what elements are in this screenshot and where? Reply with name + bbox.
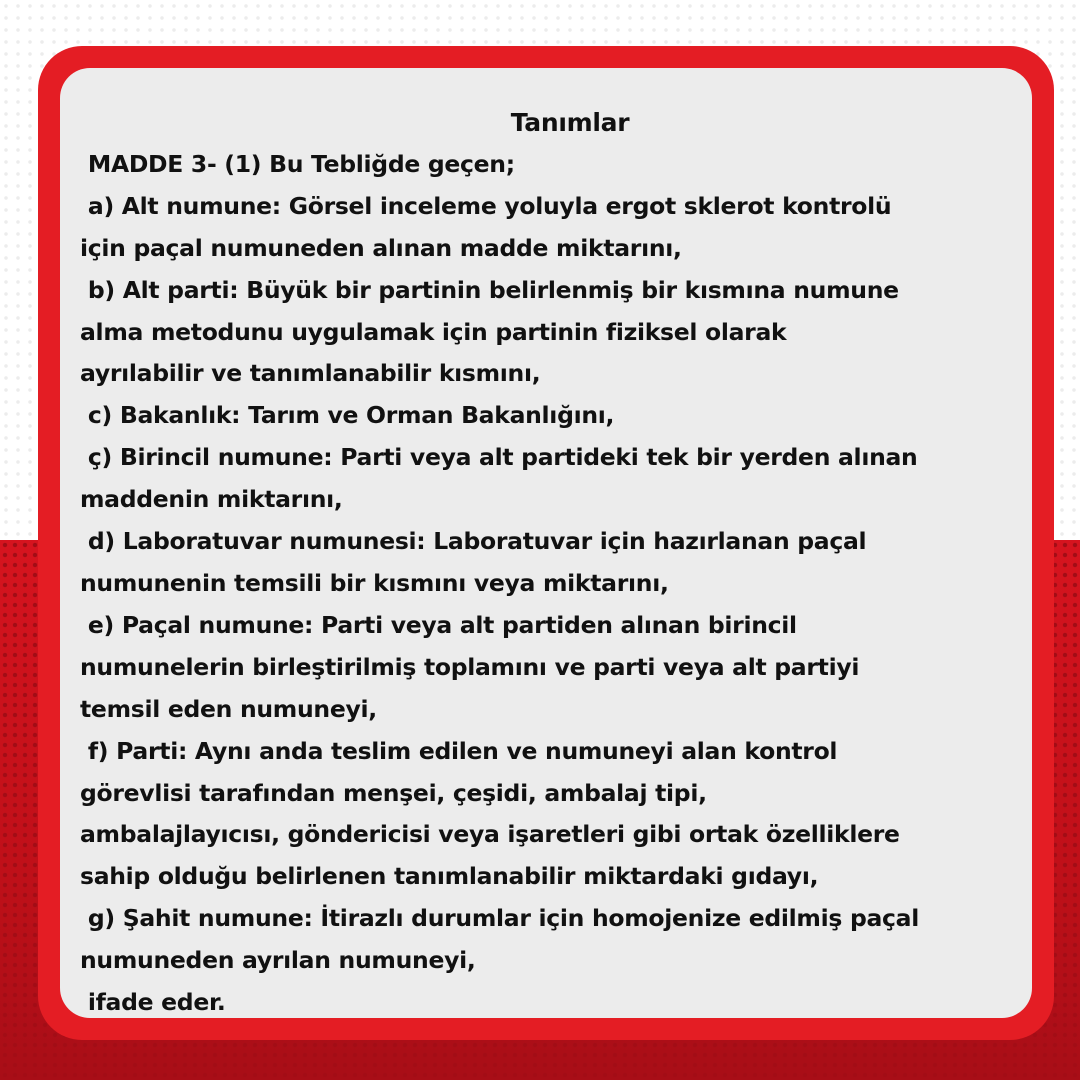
text-line: numunelerin birleştirilmiş toplamını ve parti veya alt partiyi xyxy=(80,652,860,681)
text-line: e) Paçal numune: Parti veya alt partiden alınan birincil xyxy=(80,610,797,639)
text-line: maddenin miktarını, xyxy=(80,485,343,514)
text-line: numuneden ayrılan numuneyi, xyxy=(80,946,476,975)
text-line: ayrılabilir ve tanımlanabilir kısmını, xyxy=(80,359,541,388)
red-frame xyxy=(38,46,1054,1040)
text-line: ifade eder. xyxy=(80,988,226,1017)
text-line: ç) Birincil numune: Parti veya alt partideki tek bir yerden alınan xyxy=(80,443,918,472)
text-line: c) Bakanlık: Tarım ve Orman Bakanlığını, xyxy=(80,401,615,430)
text-panel xyxy=(60,68,1032,1018)
document-title: Tanımlar xyxy=(510,108,630,137)
text-line: için paçal numuneden alınan madde miktarını, xyxy=(80,233,682,262)
text-line: d) Laboratuvar numunesi: Laboratuvar için hazırlanan paçal xyxy=(80,527,867,556)
text-line: b) Alt parti: Büyük bir partinin belirlenmiş bir kısmına numune xyxy=(80,275,899,304)
text-line: g) Şahit numune: İtirazlı durumlar için homojenize edilmiş paçal xyxy=(80,904,919,933)
text-line: a) Alt numune: Görsel inceleme yoluyla ergot sklerot kontrolü xyxy=(80,191,892,220)
document-content xyxy=(80,102,1020,1024)
text-line: ambalajlayıcısı, göndericisi veya işaretleri gibi ortak özelliklere xyxy=(80,820,900,849)
text-line: görevlisi tarafından menşei, çeşidi, ambalaj tipi, xyxy=(80,778,707,807)
text-line: alma metodunu uygulamak için partinin fiziksel olarak xyxy=(80,317,787,346)
text-line: MADDE 3- (1) Bu Tebliğde geçen; xyxy=(80,149,515,178)
text-line: numunenin temsili bir kısmını veya miktarını, xyxy=(80,568,669,597)
text-line: temsil eden numuneyi, xyxy=(80,694,377,723)
text-line: sahip olduğu belirlenen tanımlanabilir miktardaki gıdayı, xyxy=(80,862,819,891)
document-lines xyxy=(80,144,1020,1024)
text-line: f) Parti: Aynı anda teslim edilen ve numuneyi alan kontrol xyxy=(80,736,838,765)
